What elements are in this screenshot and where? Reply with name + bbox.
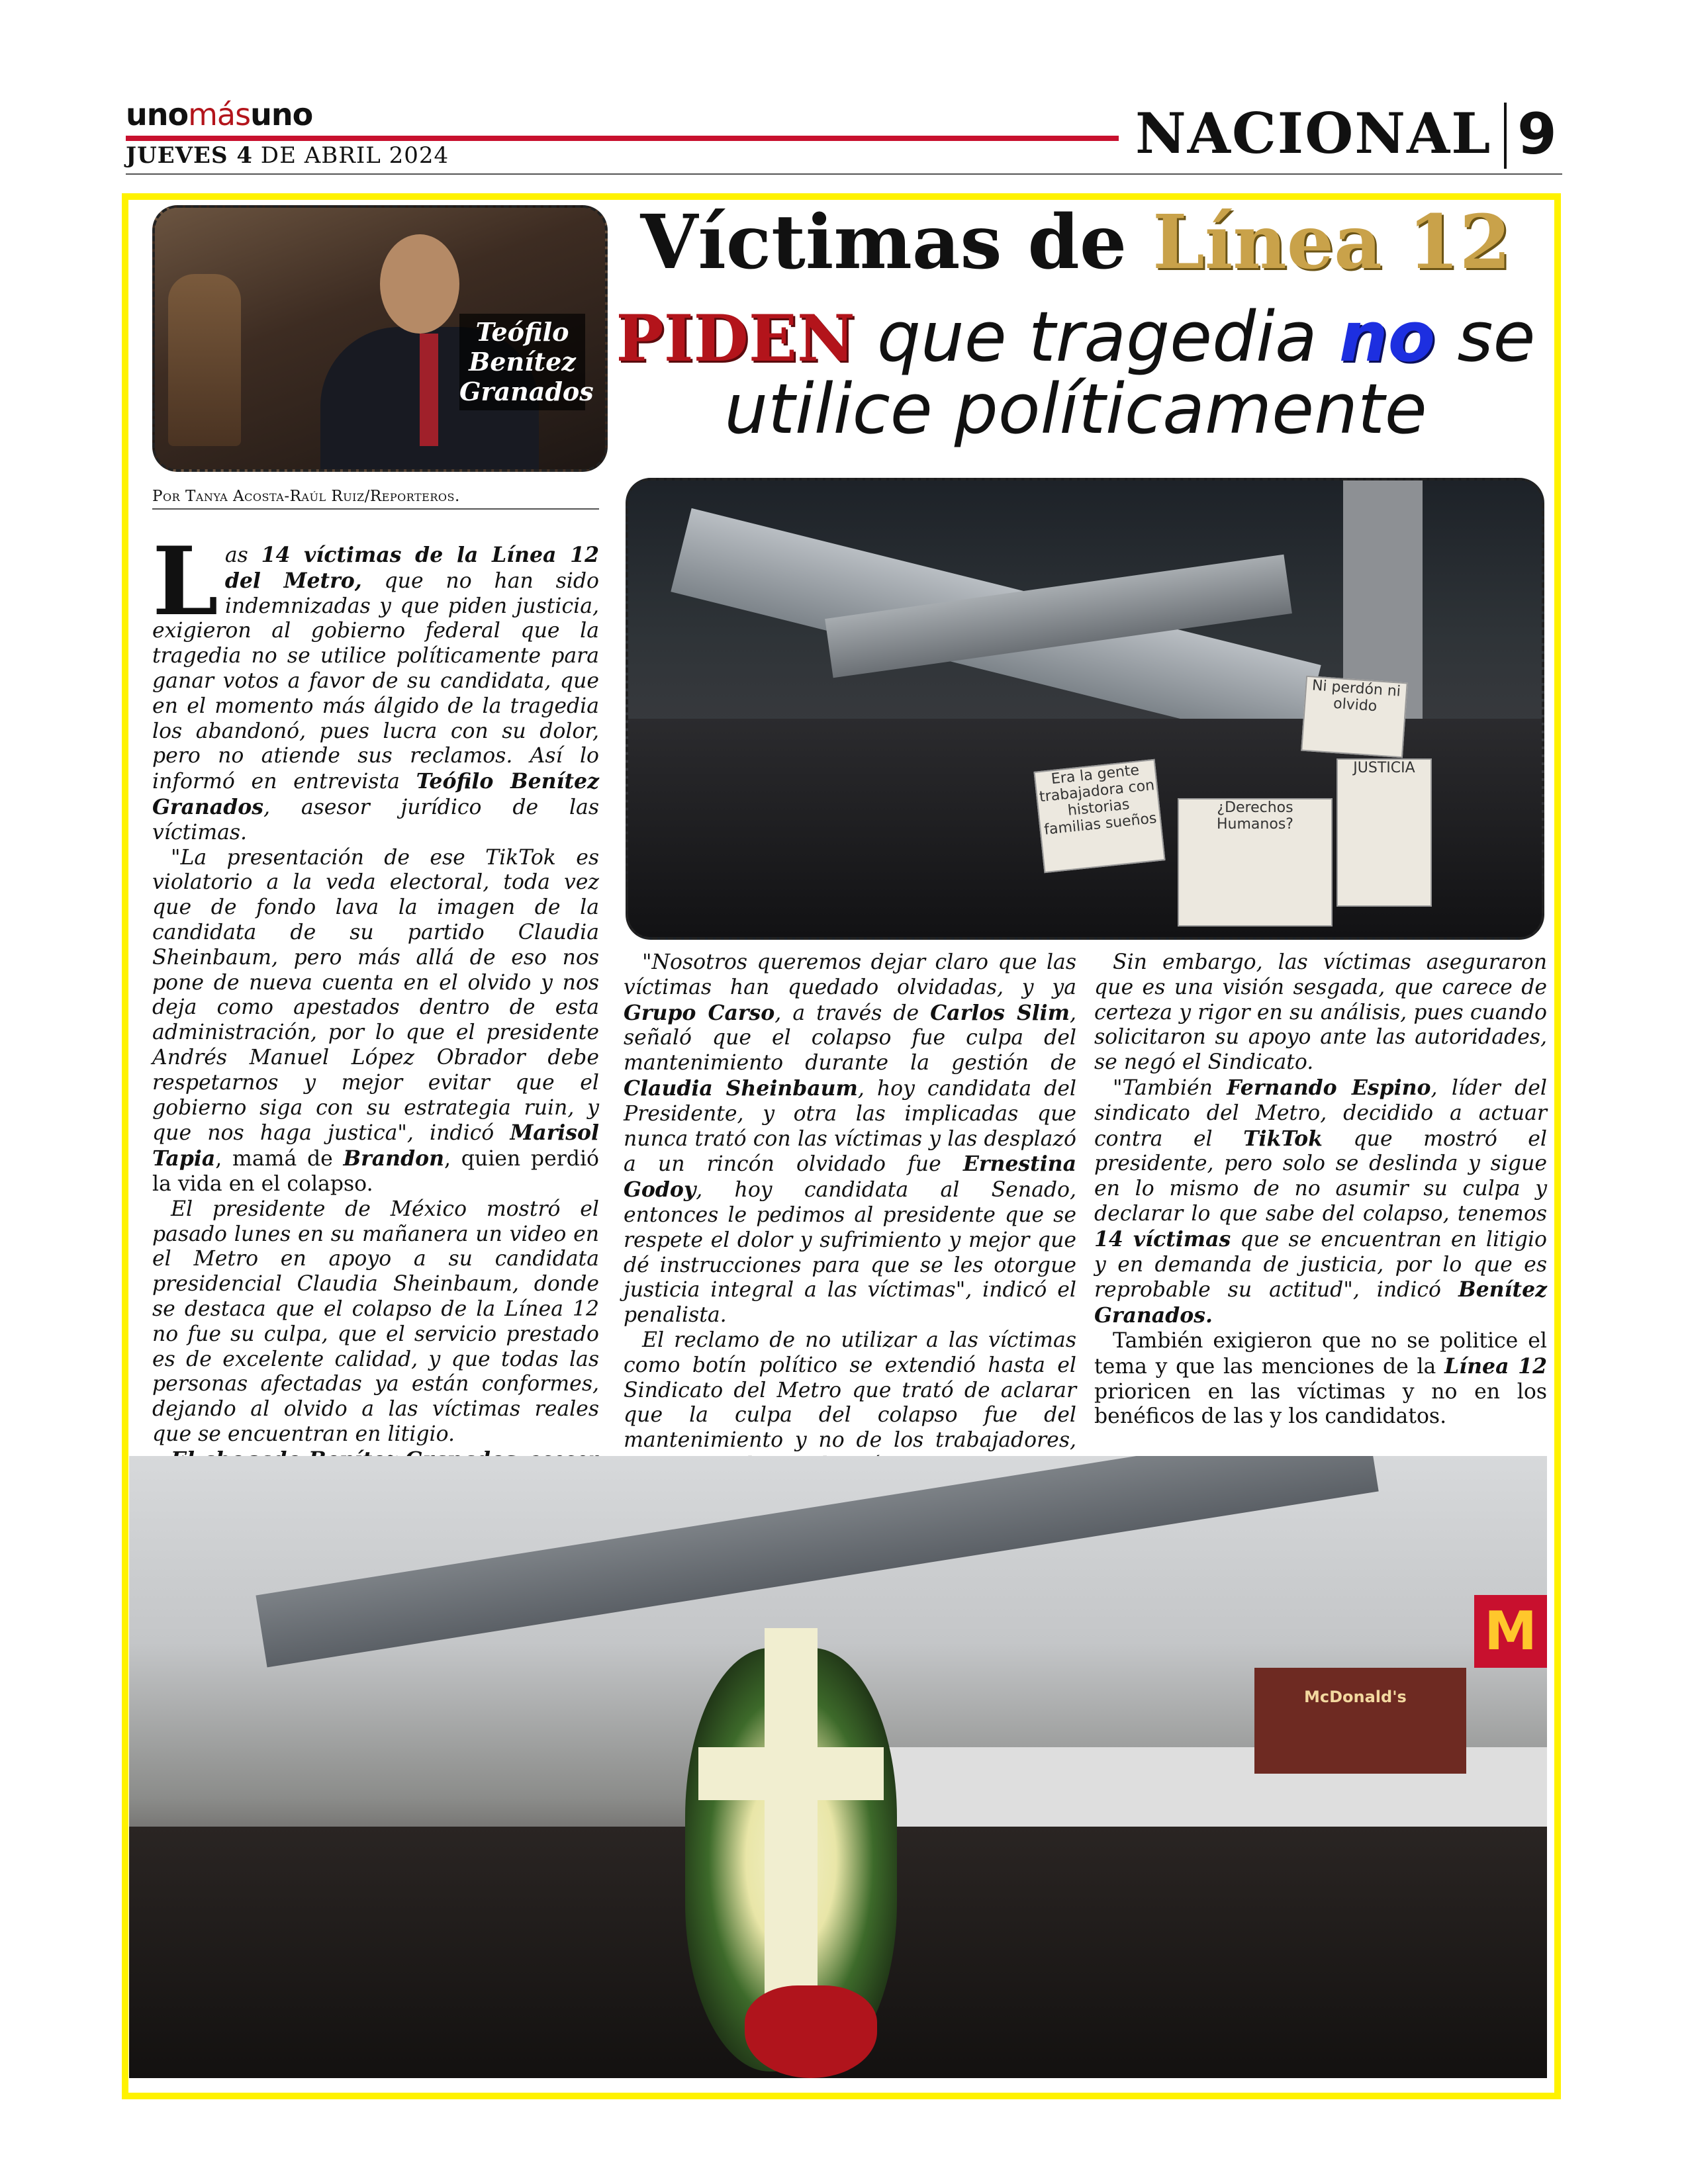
text-run: Grupo Carso	[624, 1000, 775, 1025]
portrait-caption-line: Teófilo	[475, 317, 569, 347]
headline-line12: Línea 12	[1152, 199, 1511, 286]
text-run: 14 víctimas de la Línea 12 del Metro,	[224, 543, 599, 593]
logo-part-2: más	[188, 97, 251, 132]
memorial-photo	[129, 1456, 1547, 2078]
headline-se: se	[1435, 296, 1536, 377]
text-run: El presidente de México mostró el pasado lunes en su mañanera un video en el Metro en apoyo a su candidata presidencial Claudia Sheinbaum, donde se destaca que el colapso de la Línea 12 no fue su culpa, que el servicio prestado es de excelente calidad, y que todas las personas afectadas ya están conformes, dejando al olvido a las víctimas reales que se encuentran en litigio.	[152, 1197, 599, 1446]
restaurant-logo-sign: M	[1474, 1595, 1547, 1668]
article-column-3	[1094, 950, 1547, 1430]
masthead-red-rule	[126, 136, 1119, 141]
logo-part-3: uno	[250, 97, 313, 132]
text-run: prioricen en las víctimas y no en los benéficos de las y los candidatos.	[1094, 1379, 1547, 1429]
article-paragraph-1	[152, 527, 599, 846]
text-run: Teófilo Benítez Granados	[152, 769, 599, 819]
dateline-day: JUEVES 4	[126, 142, 253, 169]
text-run: as	[224, 543, 261, 567]
drop-cap: L	[152, 527, 218, 637]
text-run: "Nosotros queremos dejar claro que las víctimas han quedado olvidadas, y ya	[624, 950, 1076, 999]
flower-heart-shape	[745, 1985, 877, 2078]
protest-sign: Era la gente trabajadora con historias familias sueños	[1033, 759, 1165, 873]
flower-cross-horizontal	[698, 1747, 884, 1800]
text-run: , hoy candidata al Senado, entonces le pedimos al presidente que se respete el dolor y sufrimiento y mejor que dé instrucciones para que se les otorgue justicia integral a las víctimas", indicó el penalista.	[624, 1178, 1076, 1328]
text-run: El reclamo de no utilizar a las víctimas como botín político se extendió hasta el Sindicato del Metro que trató de aclarar que la culpa del colapso fue del mantenimiento y no de los trabajadores,	[624, 1328, 1076, 1453]
text-run: Benítez Granados.	[1094, 1277, 1547, 1328]
dateline	[126, 144, 449, 167]
headline-no: no	[1338, 296, 1436, 377]
text-run: , mamá de	[215, 1147, 344, 1171]
byline-rule	[152, 508, 599, 510]
portrait-photo	[152, 205, 608, 472]
text-run: Claudia Sheinbaum	[624, 1075, 858, 1101]
headline-line-3: utilice políticamente	[724, 369, 1427, 450]
text-run: Línea 12	[1444, 1353, 1547, 1379]
text-run: TikTok	[1243, 1126, 1323, 1151]
article-paragraph-2	[152, 846, 599, 1197]
article-column-2	[624, 950, 1076, 1504]
dateline-rest: DE ABRIL 2024	[253, 142, 449, 169]
text-run: , asesor jurídico de las víctimas.	[152, 795, 599, 844]
text-run: Ernestina Godoy	[624, 1152, 1076, 1203]
headline-victims: Víctimas de	[640, 199, 1153, 286]
section-title: NACIONAL	[1135, 101, 1492, 166]
text-run: 14 víctimas	[1094, 1226, 1231, 1251]
restaurant-sign: McDonald's	[1304, 1688, 1407, 1706]
portrait-tie-shape	[420, 334, 438, 446]
article-paragraph-3	[152, 1197, 599, 1447]
byline: Por Tanya Acosta-Raúl Ruiz/Reporteros.	[152, 488, 460, 505]
headline-que-tragedia: que tragedia	[855, 296, 1339, 377]
restaurant-building-shape	[1254, 1668, 1466, 1774]
protest-photo	[626, 478, 1544, 940]
text-run: , quien perdió la vida en el colapso.	[152, 1147, 599, 1196]
text-run: También exigieron que no se politice el tema y que las menciones de la	[1094, 1328, 1547, 1379]
article-paragraph-5	[624, 950, 1076, 1328]
portrait-caption-line: Granados	[459, 376, 594, 406]
text-run: Sin embargo, las víctimas aseguraron que es una visión sesgada, que carece de certeza y rigor en su análisis, pues cuando solicitaron su apoyo ante las autoridades, se negó el Sindicato.	[1094, 950, 1547, 1075]
text-run: , a través de	[774, 1001, 931, 1025]
flower-cross-vertical	[765, 1628, 818, 2038]
article-paragraph-9	[1094, 1329, 1547, 1430]
text-run: que mostró el presidente, pero solo se deslinda y sigue en lo mismo de no asumir su culpa y declarar lo que sabe del colapso, tenemos	[1094, 1126, 1547, 1226]
text-run: que no han sido indemnizadas y que piden justicia, exigieron al gobierno federal que la tragedia no se utilice políticamente para ganar votos a favor de su candidata, que en el momento más álgido de la tragedia los abandonó, pues lucra con su dolor, pero no atiende sus reclamos. Así lo informó en entrevista	[152, 569, 599, 794]
text-run: Marisol Tapia	[152, 1120, 599, 1171]
logo-part-1: uno	[126, 97, 189, 132]
protest-sign: JUSTICIA	[1336, 758, 1432, 907]
article-paragraph-8	[1094, 1075, 1547, 1329]
header-rule	[126, 173, 1562, 175]
portrait-head-shape	[380, 234, 459, 334]
article-paragraph-7	[1094, 950, 1547, 1075]
text-run: "También	[1113, 1075, 1227, 1100]
headline-piden: PIDEN	[616, 301, 855, 376]
text-run: Brandon	[343, 1146, 445, 1171]
text-run: Fernando Espino	[1227, 1075, 1431, 1100]
text-run: que se encuentran en litigio y en demanda de justicia, por lo que es reprobable su actitud", indicó	[1094, 1227, 1547, 1302]
text-run: Carlos Slim	[930, 1000, 1070, 1025]
text-run: , líder del sindicato del Metro, decidido a actuar contra el	[1094, 1075, 1547, 1151]
page-divider	[1504, 103, 1507, 169]
headline-lines-2-3	[616, 296, 1536, 450]
text-run: , hoy candidata del Presidente, y otra las implicadas que nunca trató con las víctimas y las desplazó a un rincón olvidado fue	[624, 1076, 1077, 1177]
newspaper-logo	[126, 99, 312, 130]
headline-line-1	[616, 199, 1536, 286]
portrait-chair-shape	[168, 274, 241, 446]
portrait-caption	[459, 314, 594, 410]
portrait-caption-line: Benítez	[469, 346, 576, 377]
text-run: "La presentación de ese TikTok es violatorio a la veda electoral, toda vez que de fondo lava la imagen de la candidata de su partido Claudia Sheinbaum, pero más allá de eso nos pone de nueva cuenta en el olvido y nos deja como apestados dentro de esta administración, por lo que el presidente Andrés Manuel López Obrador debe respetarnos y mejor evitar que el gobierno siga con su estrategia ruin, y que nos haga justica", indicó	[152, 845, 599, 1146]
text-run: , señaló que el colapso fue culpa del mantenimiento durante la gestión de	[624, 1001, 1076, 1075]
protest-sign: ¿Derechos Humanos?	[1178, 798, 1333, 927]
protest-sign: Ni perdón ni olvido	[1301, 676, 1408, 758]
page-number: 9	[1517, 101, 1557, 167]
